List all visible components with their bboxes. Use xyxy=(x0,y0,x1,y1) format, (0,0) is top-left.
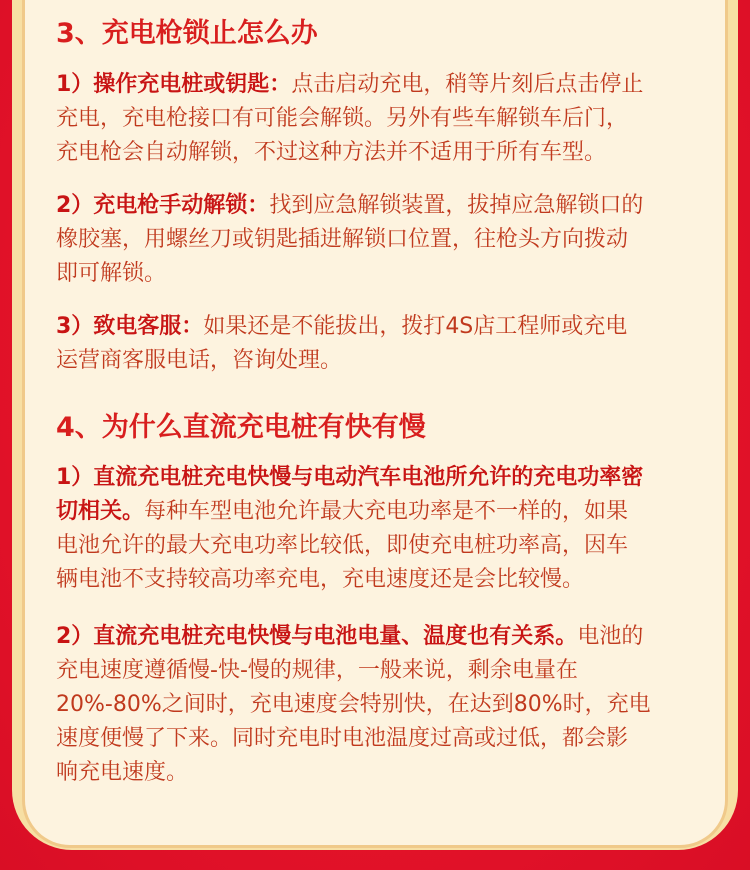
section-4-item-1 xyxy=(56,461,706,597)
item-text-line: 20%-80%之间时，充电速度会特别快，在达到80%时，充电 xyxy=(56,692,651,717)
item-text: 每种车型电池允许最大充电功率是不一样的，如果 xyxy=(144,499,629,524)
item-bold-label: 3）致电客服： xyxy=(56,314,204,339)
section-4-item-2 xyxy=(56,620,706,790)
item-text-line: 响充电速度。 xyxy=(56,760,189,785)
section-3-item-3 xyxy=(56,310,706,378)
item-text: 找到应急解锁装置，拔掉应急解锁口的 xyxy=(269,193,644,218)
item-text-line: 电池允许的最大充电功率比较低，即使充电桩功率高，因车 xyxy=(56,533,629,558)
item-text-line: 辆电池不支持较高功率充电，充电速度还是会比较慢。 xyxy=(56,567,585,592)
item-text-line: 充电枪会自动解锁，不过这种方法并不适用于所有车型。 xyxy=(56,140,607,165)
item-bold-label: 1）直流充电桩充电快慢与电动汽车电池所允许的充电功率密 xyxy=(56,465,644,490)
item-text-line: 充电速度遵循慢-快-慢的规律，一般来说，剩余电量在 xyxy=(56,658,578,683)
item-text: 如果还是不能拔出，拨打4S店工程师或充电 xyxy=(203,314,628,339)
section-3-item-2 xyxy=(56,189,706,291)
item-text-line: 即可解锁。 xyxy=(56,261,167,286)
item-text: 电池的 xyxy=(577,624,644,649)
item-bold-label: 1）操作充电桩或钥匙： xyxy=(56,72,292,97)
item-bold-label: 2）充电枪手动解锁： xyxy=(56,193,270,218)
item-bold-label: 2）直流充电桩充电快慢与电池电量、温度也有关系。 xyxy=(56,624,578,649)
section-4-title: 4、为什么直流充电桩有快有慢 xyxy=(56,412,426,443)
item-text-line: 橡胶塞，用螺丝刀或钥匙插进解锁口位置，往枪头方向拨动 xyxy=(56,227,629,252)
item-text-line: 运营商客服电话，咨询处理。 xyxy=(56,348,343,373)
item-text-line: 充电，充电枪接口有可能会解锁。另外有些车解锁车后门， xyxy=(56,106,629,131)
item-text: 点击启动充电，稍等片刻后点击停止 xyxy=(291,72,644,97)
item-bold-label: 切相关。 xyxy=(56,499,145,524)
item-text-line: 速度便慢了下来。同时充电时电池温度过高或过低，都会影 xyxy=(56,726,629,751)
section-3-item-1 xyxy=(56,68,706,170)
section-3-title: 3、充电枪锁止怎么办 xyxy=(56,18,318,49)
